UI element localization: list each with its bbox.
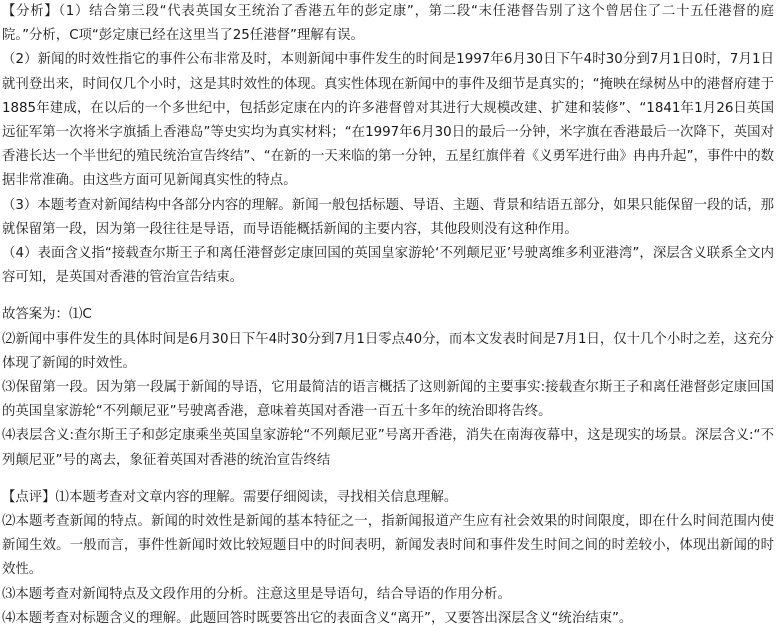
- answer-paragraph-1: 故答案为：⑴C: [2, 307, 92, 323]
- review-paragraph-1: 【点评】⑴本题考查对文章内容的理解。需要仔细阅读，寻找相关信息理解。: [2, 489, 458, 505]
- analysis-section: [2, 0, 774, 290]
- answer-paragraph-2: ⑵新闻中事件发生的具体时间是6月30日下午4时30分到7月1日零点40分，而本文发表时间是7月1日，仅十几个小时之差，这充分体现了新闻的时效性。: [2, 331, 774, 371]
- analysis-paragraph-4: （4）表面含义指“接载查尔斯王子和离任港督彭定康回国的英国皇家游轮‘不列颠尼亚’号驶离维多利亚港湾”，深层含义联系全文内容可知，是英国对香港的管治宣告结束。: [2, 246, 774, 286]
- analysis-paragraph-3: （3）本题考查对新闻结构中各部分内容的理解。新闻一般包括标题、导语、主题、背景和结语五部分，如果只能保留一段的话，那就保留第一段，因为第一段往往是导语，而导语能概括新闻的主要内容，其他段则没有这种作用。: [2, 197, 774, 237]
- answer-paragraph-4: ⑷表层含义:查尔斯王子和彭定康乘坐英国皇家游轮“不列颠尼亚”号离开香港，消失在南海夜幕中，这是现实的场景。深层含义:“不列颠尼亚”号的离去，象征着英国对香港的统治宣告终结: [2, 428, 774, 468]
- review-paragraph-4: ⑷本题考查对标题含义的理解。此题回答时既要答出它的表面含义“离开”，又要答出深层含义“统治结束”。: [2, 610, 633, 626]
- review-paragraph-3: ⑶本题考查对新闻特点及文段作用的分析。注意这里是导语句，结合导语的作用分析。: [2, 586, 511, 602]
- answer-paragraph-3: ⑶保留第一段。因为第一段属于新闻的导语，它用最简洁的语言概括了这则新闻的主要事实:接载查尔斯王子和离任港督彭定康回国的英国皇家游轮“不列颠尼亚”号驶离香港，意味着英国对香港一百五十多年的统治即将告终。: [2, 380, 774, 420]
- review-paragraph-2: ⑵本题考查新闻的特点。新闻的时效性是新闻的基本特征之一，指新闻报道产生应有社会效果的时间限度，即在什么时间范围内使新闻生效。一般而言，事件性新闻时效比较短题目中的时间表明，新闻发表时间和事件发生时间之间的时差较小，体现出新闻的时效性。: [2, 514, 774, 578]
- analysis-paragraph-2: （2）新闻的时效性指它的事件公布非常及时，本则新闻中事件发生的时间是1997年6月30日下午4时30分到7月1日0时，7月1日就刊登出来，时间仅几个小时，这是其时效性的体现。真实性体现在新闻中的事件及细节是真实的；“掩映在绿树丛中的港督府建于1885年建成，在以后的一个多世纪中，包括彭定康在内的许多港督曾对其进行大规模改建、扩建和装修”、“1841年1月26日英国远征军第一次将米字旗插上香港岛”等史实均为真实材料；“在1997年6月30日的最后一分钟，米字旗在香港最后一次降下，英国对香港长达一个半世纪的殖民统治宣告终结”、“在新的一天来临的第一分钟，五星红旗伴着《义勇军进行曲》冉冉升起”，事件中的数据非常准确。由这些方面可见新闻真实性的特点。: [2, 52, 774, 189]
- answers-section: [2, 303, 774, 472]
- review-section: [2, 486, 774, 631]
- analysis-paragraph-1: 【分析】（1）结合第三段“代表英国女王统治了香港五年的彭定康”，第二段“末任港督告别了这个曾居住了二十五任港督的庭院。”分析，C项“彭定康已经在这里当了25任港督”理解有误。: [2, 4, 774, 44]
